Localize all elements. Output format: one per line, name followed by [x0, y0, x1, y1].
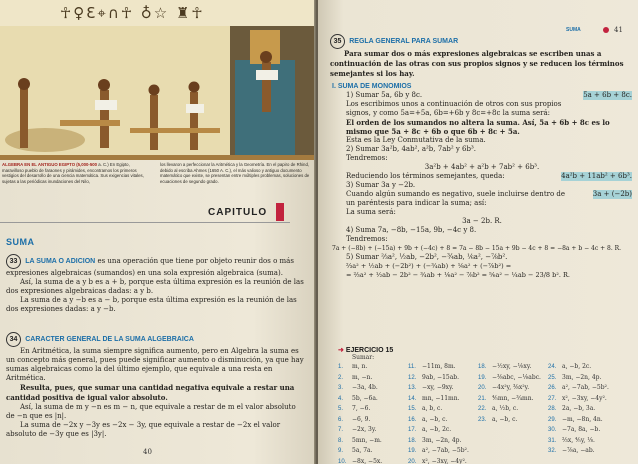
exercise-column-1 — [338, 362, 382, 464]
exercise-item-text: −⅜abc, −⅛abc. — [492, 373, 541, 381]
exercise-item-number: 1. — [338, 364, 344, 370]
exercise-item — [548, 394, 609, 405]
example-5: 5) Sumar ⅔a², ½ab, −2b², −¾ab, ⅙a², −⅞b². — [346, 253, 508, 261]
exercise-item — [338, 415, 382, 426]
exercise-item-number: 6. — [338, 416, 344, 423]
exercise-column-2 — [408, 362, 469, 464]
example-4: 4) Suma 7a, −8b, −15a, 9b, −4c y 8. — [346, 226, 477, 234]
exercise-item-number: 22. — [478, 406, 487, 412]
example-4-tendremos: Tendremos: — [346, 235, 388, 243]
exercise-item-number: 31. — [548, 437, 557, 444]
exercise-item-number: 7. — [338, 427, 344, 433]
exercise-item-number: 21. — [478, 395, 487, 402]
exercise-item-text: a, −b, c. — [422, 415, 448, 423]
example-3-sum: La suma será: — [346, 208, 396, 216]
exercise-item-text: a², −7ab, −5b². — [422, 447, 469, 454]
exercise-item — [548, 436, 609, 447]
section-number-34: 34 — [6, 332, 21, 347]
exercise-item-text: m, n. — [352, 363, 368, 370]
exercise-item-text: −6, 9. — [352, 415, 371, 423]
exercise-arrow-icon: ➜ — [338, 347, 344, 354]
exercise-item-text: 5mn, −m. — [352, 436, 382, 444]
exercise-item-number: 24. — [548, 364, 557, 370]
exercise-item — [478, 404, 541, 415]
subsection-title: I. SUMA DE MONOMIOS — [332, 83, 412, 90]
exercise-item-number: 29. — [548, 416, 557, 423]
exercise-item — [408, 394, 469, 405]
exercise-item — [548, 404, 609, 415]
exercise-item-number: 20. — [478, 385, 487, 391]
section-34-p1: En Aritmética, la suma siempre significa aumento, pero en Algebra la suma es un concepto más general, pues puede significar aumento o disminución, ya que hay sumas algebraicas como la del último ejemplo, que equivale a una resta en Aritmética. — [6, 347, 304, 382]
exercise-item — [338, 425, 382, 436]
exercise-item — [338, 383, 382, 394]
section-33 — [6, 254, 304, 314]
exercise-title — [338, 346, 623, 354]
rule-order: El orden de los sumandos no altera la suma. Así, 5a + 6b + 8c es lo mismo que 5a + 8c + 6b o que 6b + 8c + 5a. — [346, 118, 610, 136]
exercise-item-number: 11. — [408, 364, 416, 370]
exercise-item — [548, 383, 609, 394]
exercise-item — [478, 373, 541, 384]
example-3-text: Cuando algún sumando es negativo, suele incluirse dentro de un paréntesis para indicar la suma; así: — [346, 190, 566, 207]
section-34 — [6, 332, 304, 439]
left-page — [0, 0, 316, 464]
exercise-item-text: x², −3xy, −4y². — [562, 394, 607, 402]
caption-right — [160, 162, 310, 184]
section-33-p2: Así, la suma de a y b es a + b, porque esta última expresión es la reunión de las dos expresiones algebraicas dadas: a y b. — [6, 278, 304, 295]
egyptian-scene-drawing — [0, 0, 316, 160]
exercise-item — [338, 436, 382, 447]
exercise-item — [408, 457, 469, 464]
example-5-line1: ⅔a² + ½ab + (−2b²) + (−¾ab) + ⅙a² + (−⅞b²) = — [346, 262, 512, 270]
exercise-item-text: −11m, 8m. — [422, 363, 456, 370]
exercise-15 — [338, 346, 623, 464]
chapter-number-bar — [276, 203, 284, 221]
section-35-title: REGLA GENERAL PARA SUMAR — [349, 38, 459, 45]
example-3: 3) Sumar 3a y −2b. — [346, 181, 416, 189]
exercise-item — [338, 373, 382, 384]
exercise-item-number: 5. — [338, 406, 344, 412]
example-1: 1) Sumar 5a, 6b y 8c. — [346, 91, 423, 99]
exercise-item — [548, 362, 609, 373]
exercise-item-number: 19. — [408, 448, 417, 454]
exercise-item-number: 18. — [408, 437, 417, 444]
section-34-title: CARACTER GENERAL DE LA SUMA ALGEBRAICA — [25, 336, 194, 343]
example-4-line: 7a + (−8b) + (−15a) + 9b + (−4c) + 8 = 7a − 8b − 15a + 9b − 4c + 8 = −8a + b − 4c + 8. R. — [332, 245, 622, 252]
exercise-item — [338, 404, 382, 415]
exercise-column-3 — [478, 362, 541, 425]
exercise-item-number: 26. — [548, 385, 557, 391]
exercise-item-text: −8x, −5x. — [352, 457, 383, 464]
exercise-item-text: −3a, 4b. — [352, 384, 378, 391]
exercise-item-number: 30. — [548, 427, 557, 433]
rule-conmutativa: Esta es la Ley Conmutativa de la suma. — [346, 136, 486, 144]
exercise-item-text: m, −n. — [352, 373, 373, 381]
exercise-sub: Sumar: — [352, 354, 375, 361]
example-2-result: 4a²b + 11ab² + 6b³. — [561, 172, 632, 180]
exercise-column-4 — [548, 362, 609, 457]
exercise-item-text: a, ½b, c. — [492, 405, 519, 412]
caption-left-body: a. C.) En Egipto, maravilloso pueblo de faraones y pirámides, encontramos los primeros vestigios del desarrollo de una ciencia matemática. Sus exigencias vitales, sujetas a las periódicas inundaciones del Nilo, — [2, 162, 144, 184]
exercise-item — [478, 415, 541, 426]
exercise-item-number: 28. — [548, 406, 557, 412]
exercise-item-number: 2. — [338, 374, 344, 381]
example-3-result: 3a + (−2b) — [592, 190, 632, 198]
exercise-item-text: 9ab, −15ab. — [422, 373, 460, 381]
exercise-item-number: 3. — [338, 385, 344, 391]
exercise-item — [548, 415, 609, 426]
exercise-item-text: −2x, 3y. — [352, 426, 377, 433]
exercise-item-number: 18. — [478, 364, 487, 370]
chapter-rule — [0, 222, 290, 223]
exercise-item-text: 5a, 7a. — [352, 447, 373, 454]
exercise-item — [408, 362, 469, 373]
exercise-item — [478, 362, 541, 373]
exercise-item-number: 27. — [548, 395, 557, 402]
left-page-number: 40 — [143, 448, 152, 456]
exercise-item — [338, 362, 382, 373]
exercise-item — [408, 383, 469, 394]
exercise-item-number: 20. — [408, 458, 417, 464]
section-33-p1: es una operación que tiene por objeto reunir dos o más expresiones algebraicas (sumandos) en una sola expresión algebraica (suma). — [6, 257, 294, 277]
exercise-item — [338, 457, 382, 464]
exercise-item-text: −½xy, −⅛xy. — [492, 363, 532, 370]
section-number-35: 35 — [330, 34, 345, 49]
exercise-item-number: 9. — [338, 448, 344, 454]
exercise-item — [548, 373, 609, 384]
right-page-number: 41 — [614, 26, 623, 34]
exercise-item-number: 4. — [338, 395, 344, 402]
caption-right-body: los llevaron a perfeccionar la Aritmética y la Geometría. En el papiro de Rhind, debido al escriba Ahmes (1650 A. C.), el más valioso y antiguo documento matemático que existe, se presentan entre múltiples problemas, soluciones de ecuaciones de segundo grado. — [160, 162, 310, 184]
section-35-rule: Para sumar dos o más expresiones algebraicas se escriben unas a continuación de las otras con sus propios signos y se reducen los términos semejantes si los hay. — [330, 49, 624, 78]
example-2-reduce: Reduciendo los términos semejantes, queda: — [346, 172, 505, 180]
exercise-item-number: 14. — [408, 395, 417, 402]
example-1-text: Los escribimos unos a continuación de otros con sus propios signos, y como 5a=+5a, 6b=+6b y 8c=+8c la suma será: — [346, 100, 562, 117]
hieroglyphs-text: ☥♀Ɛ⌖∩☥ ♁☆ ♜☥ — [60, 4, 205, 22]
exercise-item-text: −7a, 8a, −b. — [562, 426, 601, 433]
exercise-item-number: 17. — [408, 427, 417, 433]
exercise-item-text: 7, −6. — [352, 405, 371, 412]
exercise-item-number: 15. — [408, 406, 417, 412]
exercise-item-text: −m, −8n, 4n. — [562, 415, 603, 423]
exercise-item-number: 10. — [338, 458, 347, 464]
exercise-item-text: −⅞a, −ab. — [562, 447, 595, 454]
exercise-item-text: x², −3xy, −4y². — [422, 457, 467, 464]
exercise-item-text: −xy, −9xy. — [422, 384, 454, 391]
section-34-p2: Resulta, pues, que sumar una cantidad negativa equivale a restar una cantidad positiva de igual valor absoluto. — [6, 383, 295, 402]
section-title: SUMA — [6, 237, 35, 247]
section-35 — [330, 34, 630, 79]
exercise-item-text: ⅔x, ⅘y, ⅛. — [562, 436, 595, 444]
exercise-item-text: mn, −11mn. — [422, 394, 460, 402]
chapter-label: CAPITULO — [208, 207, 268, 218]
exercise-item-text: a, −b, 2c. — [422, 426, 452, 433]
egypt-illustration — [0, 0, 316, 160]
exercise-title-text: EJERCICIO 15 — [345, 347, 394, 354]
exercise-item — [408, 425, 469, 436]
example-5-line2: = ⅔a² + ½ab − 2b² − ¾ab + ⅙a² − ⅞b² = ⅚a² − ¼ab − 23/8 b². R. — [346, 271, 570, 279]
exercise-item-number: 13. — [408, 385, 417, 391]
exercise-item — [548, 446, 609, 457]
example-2-line: 3a²b + 4ab² + a²b + 7ab² + 6b³. — [424, 163, 540, 171]
exercise-item-text: a², −7ab, −5b². — [562, 384, 609, 391]
section-34-p3: Así, la suma de m y −n es m − n, que equivale a restar de m el valor absoluto de −n que es |n|. — [6, 403, 296, 420]
example-1-result: 5a + 6b + 8c. — [583, 91, 632, 99]
monomios-block — [332, 82, 632, 280]
exercise-item-number: 23. — [478, 416, 487, 423]
exercise-item — [408, 436, 469, 447]
exercise-item-text: a, b, c. — [422, 405, 443, 412]
section-number-33: 33 — [6, 254, 21, 269]
exercise-item — [338, 394, 382, 405]
exercise-item-text: a, −b, c. — [492, 415, 518, 423]
example-2-tendremos: Tendremos: — [346, 154, 388, 162]
exercise-item-number: 25. — [548, 374, 557, 381]
exercise-item — [408, 415, 469, 426]
exercise-item — [408, 446, 469, 457]
exercise-item — [478, 383, 541, 394]
exercise-item-text: 3m, −2n, 4p. — [422, 436, 462, 444]
section-33-title: LA SUMA O ADICION — [25, 258, 96, 265]
exercise-item-text: 3m, −2n, 4p. — [562, 373, 602, 381]
exercise-item-text: a, −b, 2c. — [562, 363, 592, 370]
exercise-item — [478, 394, 541, 405]
example-2: 2) Sumar 3a²b, 4ab², a²b, 7ab² y 6b³. — [346, 145, 477, 153]
exercise-item-number: 32. — [548, 448, 557, 454]
right-page — [318, 0, 638, 464]
section-33-p3: La suma de a y −b es a − b, porque esta última expresión es la reunión de las dos expresiones dadas: a y −b. — [6, 296, 297, 313]
exercise-item — [408, 404, 469, 415]
exercise-item — [548, 425, 609, 436]
exercise-item-text: −4x²y, ⅜x²y. — [492, 384, 530, 391]
exercise-item-number: 12. — [408, 374, 417, 381]
page-dot — [603, 27, 609, 33]
exercise-item-number: 8. — [338, 437, 344, 444]
exercise-item-text: 2a, −b, 3a. — [562, 405, 596, 412]
exercise-item-text: ⅘mn, −¾mn. — [492, 394, 534, 402]
section-34-p4: La suma de −2x y −3y es −2x − 3y, que equivale a restar de −2x el valor absoluto de −3y que es |3y|. — [6, 421, 281, 438]
running-head: SUMA — [566, 27, 581, 33]
caption-left-title: ALGEBRA EN EL ANTIGUO EGIPTO (5,000-500 — [2, 162, 98, 167]
caption-left — [2, 162, 152, 184]
exercise-item — [338, 446, 382, 457]
exercise-item-text: 5b, −6a. — [352, 394, 378, 402]
exercise-item — [408, 373, 469, 384]
example-3-line: 3a − 2b. R. — [462, 217, 502, 225]
exercise-item-number: 19. — [478, 374, 487, 381]
exercise-item-number: 16. — [408, 416, 417, 423]
